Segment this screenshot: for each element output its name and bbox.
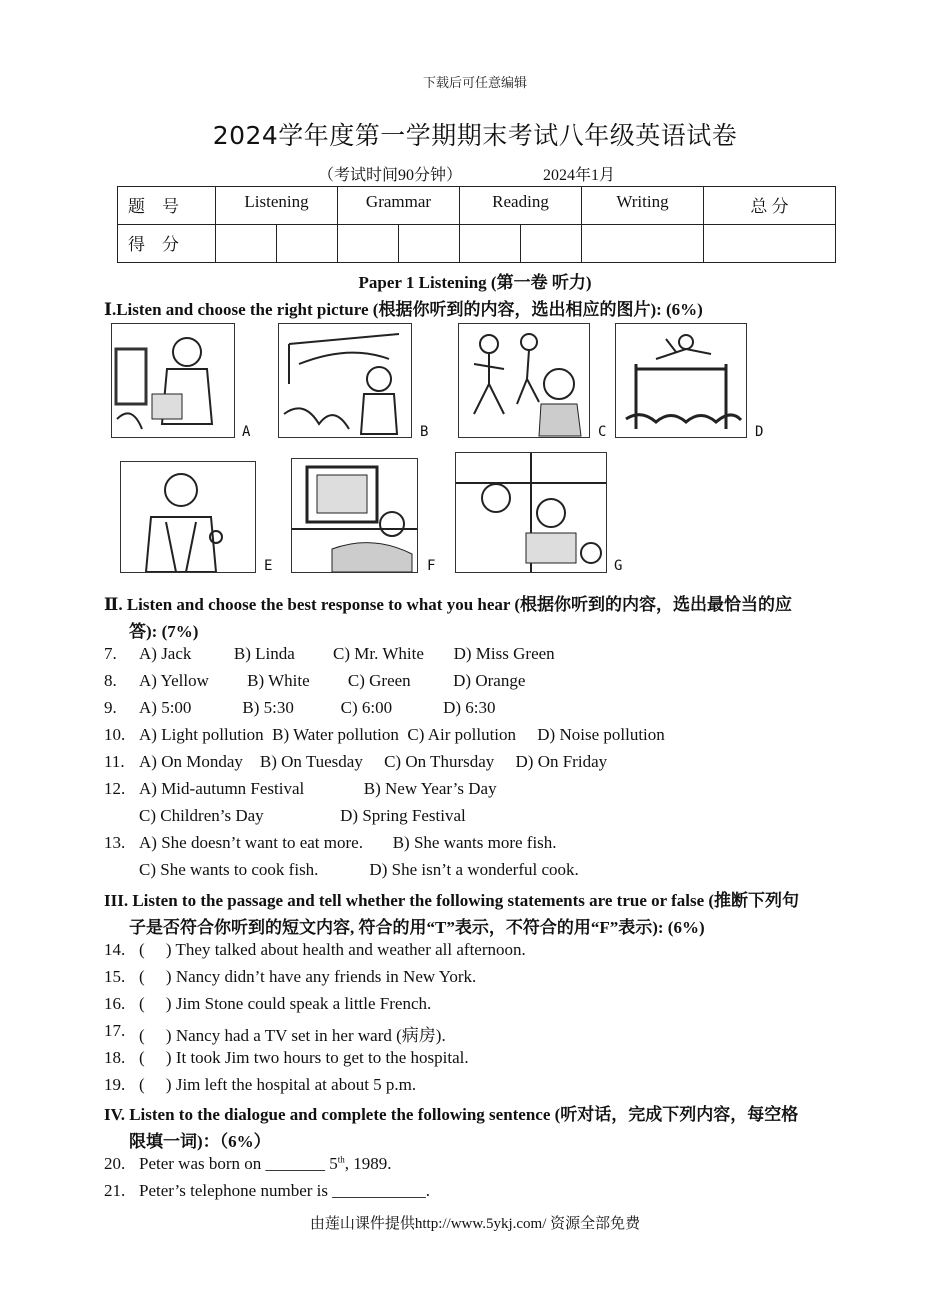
question-number: 21. — [104, 1181, 126, 1200]
question-number: 14. — [104, 940, 126, 959]
picture-b-image — [278, 323, 412, 438]
question-options: A) Mid-autumn Festival B) New Year’s Day — [139, 779, 497, 798]
question-number: 16. — [104, 994, 126, 1013]
score-table-header-reading: Reading — [460, 187, 582, 225]
score-cell[interactable] — [582, 225, 704, 263]
score-cell[interactable] — [338, 225, 399, 263]
picture-label-g: G — [614, 558, 623, 574]
question-options: A) Light pollution B) Water pollution C) Air pollution D) Noise pollution — [139, 725, 665, 744]
picture-a-image — [111, 323, 235, 438]
section-2-heading-line1: Ⅱ. Listen and choose the best response to what you hear (根据你听到的内容，选出最恰当的应 — [104, 595, 793, 614]
picture-c-image — [458, 323, 590, 438]
score-table-header-writing: Writing — [582, 187, 704, 225]
true-false-statement: ( ) They talked about health and weather all afternoon. — [139, 940, 526, 959]
exam-duration: （考试时间90分钟） — [318, 167, 463, 184]
picture-label-b: B — [420, 424, 429, 440]
section-3-heading-line1: III. Listen to the passage and tell whether the following statements are true or false (推断下列句 — [104, 891, 800, 910]
question-options: A) She doesn’t want to eat more. B) She wants more fish. — [139, 833, 557, 852]
picture-label-f: F — [427, 558, 436, 574]
paper-title: Paper 1 Listening (第一卷 听力) — [358, 273, 592, 292]
question-number: 13. — [104, 833, 126, 852]
sentence-text: , 1989. — [344, 1154, 392, 1173]
picture-label-e: E — [264, 558, 273, 574]
true-false-statement: ( ) Nancy didn’t have any friends in New York. — [139, 967, 477, 986]
score-table-header-total: 总 分 — [704, 187, 836, 225]
picture-e-image — [120, 461, 256, 573]
true-false-statement: ( ) It took Jim two hours to get to the hospital. — [139, 1048, 469, 1067]
question-number: 18. — [104, 1048, 126, 1067]
score-table-header-listening: Listening — [216, 187, 338, 225]
question-number: 9. — [104, 698, 117, 717]
section-4-heading-line1: IV. Listen to the dialogue and complete the following sentence (听对话，完成下列内容，每空格 — [104, 1105, 799, 1124]
picture-label-d: D — [755, 424, 764, 440]
picture-f-image — [291, 458, 418, 573]
score-cell[interactable] — [521, 225, 582, 263]
header-note: 下载后可任意编辑 — [422, 75, 527, 90]
question-number: 15. — [104, 967, 126, 986]
question-number: 8. — [104, 671, 117, 690]
picture-label-c: C — [598, 424, 607, 440]
question-number: 11. — [104, 752, 125, 771]
question-options: A) Jack B) Linda C) Mr. White D) Miss Green — [139, 644, 555, 663]
question-options: C) Children’s Day D) Spring Festival — [139, 806, 466, 825]
true-false-statement: ( ) Nancy had a TV set in her ward (病房). — [139, 1026, 446, 1045]
true-false-statement: ( ) Jim Stone could speak a little French. — [139, 994, 432, 1013]
score-cell[interactable] — [704, 225, 836, 263]
question-number: 12. — [104, 779, 126, 798]
ordinal-suffix: th — [337, 1154, 345, 1165]
fill-in-sentence — [139, 1154, 392, 1174]
score-cell[interactable] — [216, 225, 277, 263]
section-4-heading-line2: 限填一词)：（6%） — [129, 1132, 271, 1151]
picture-g-image — [455, 452, 607, 573]
exam-date: 2024年1月 — [543, 167, 616, 184]
question-number: 19. — [104, 1075, 126, 1094]
section-3-heading-line2: 子是否符合你听到的短文内容, 符合的用“T”表示，不符合的用“F”表示): (6%) — [129, 918, 705, 937]
question-options: A) On Monday B) On Tuesday C) On Thursday D) On Friday — [139, 752, 608, 771]
score-table-row-label: 得 分 — [118, 225, 216, 263]
score-table — [117, 186, 836, 263]
score-table-header-grammar: Grammar — [338, 187, 460, 225]
question-number: 7. — [104, 644, 117, 663]
picture-d-image — [615, 323, 747, 438]
question-options: A) Yellow B) White C) Green D) Orange — [139, 671, 526, 690]
footer-note: 由莲山课件提供http://www.5ykj.com/ 资源全部免费 — [309, 1216, 641, 1232]
picture-label-a: A — [242, 424, 251, 440]
page-title: 2024学年度第一学期期末考试八年级英语试卷 — [212, 121, 738, 150]
score-table-header-label: 题 号 — [118, 187, 216, 225]
question-number: 10. — [104, 725, 126, 744]
sentence-text: Peter was born on _______ 5 — [139, 1154, 338, 1173]
score-cell[interactable] — [277, 225, 338, 263]
section-2-heading-line2: 答): (7%) — [129, 622, 199, 641]
true-false-statement: ( ) Jim left the hospital at about 5 p.m. — [139, 1075, 417, 1094]
question-options: A) 5:00 B) 5:30 C) 6:00 D) 6:30 — [139, 698, 496, 717]
section-1-heading: Ⅰ.Listen and choose the right picture (根据你听到的内容，选出相应的图片): (6%) — [104, 300, 703, 319]
fill-in-sentence: Peter’s telephone number is ___________. — [139, 1181, 431, 1200]
score-cell[interactable] — [460, 225, 521, 263]
question-options: C) She wants to cook fish. D) She isn’t a wonderful cook. — [139, 860, 579, 879]
question-number: 17. — [104, 1021, 126, 1040]
score-cell[interactable] — [399, 225, 460, 263]
question-number: 20. — [104, 1154, 126, 1173]
